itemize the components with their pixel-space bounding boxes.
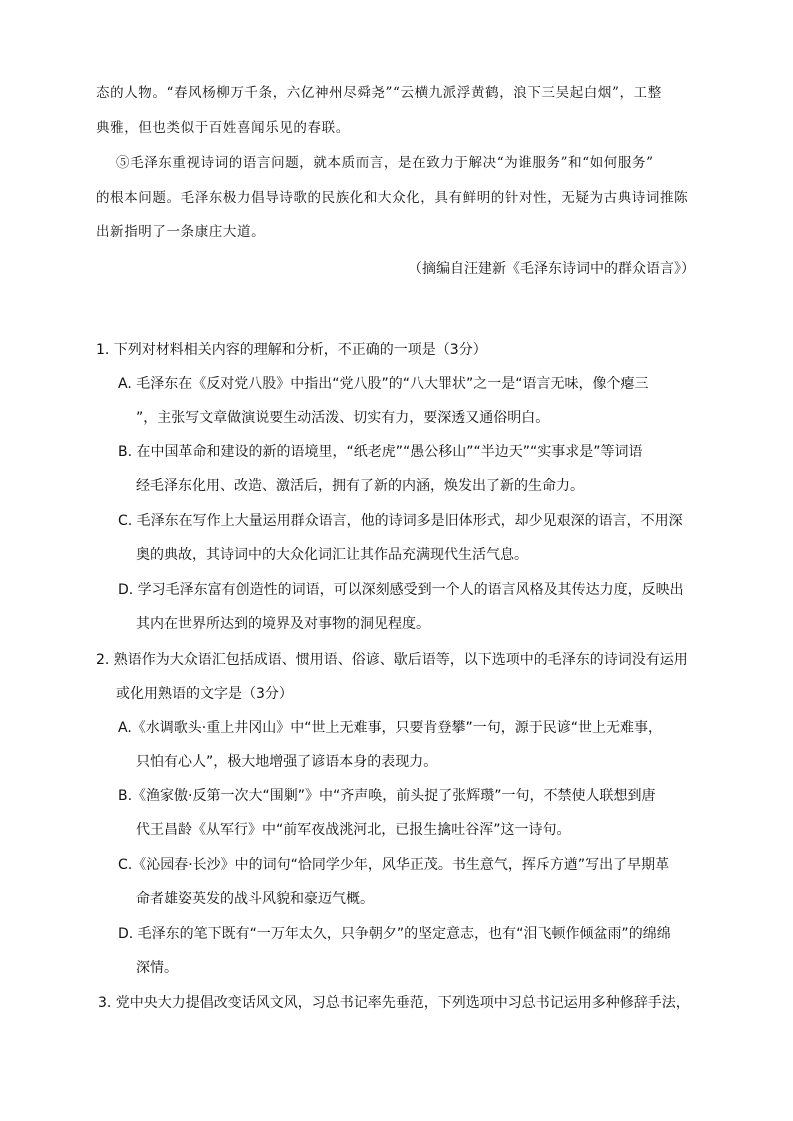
question-2-option-a-line-2: 只怕有心人”，极大地增强了谚语本身的表现力。 [136, 754, 438, 770]
passage-line-1: 态的人物。“春风杨柳万千条，六亿神州尽舜尧”“云横九派浮黄鹤，浪下三吴起白烟”，工整 [96, 85, 662, 101]
question-1-option-d-line-2: 其内在世界所达到的境界及对事物的洞见程度。 [136, 616, 430, 632]
passage-line-4: 的根本问题。毛泽东极力倡导诗歌的民族化和大众化，具有鲜明的针对性，无疑为古典诗词推陈 [96, 190, 689, 206]
question-1-stem: 1. 下列对材料相关内容的理解和分析，不正确的一项是（3分） [96, 342, 487, 358]
question-1-option-b-line-2: 经毛泽东化用、改造、激活后，拥有了新的内涵，焕发出了新的生命力。 [136, 478, 584, 494]
passage-source: （摘编自汪建新《毛泽东诗词中的群众语言》） [408, 261, 695, 277]
question-2-option-b-line-2: 代王昌龄《从军行》中“前军夜战洮河北，已报生擒吐谷浑”这一诗句。 [136, 822, 571, 838]
passage-line-3: ⑤毛泽东重视诗词的语言问题，就本质而言，是在致力于解决“为谁服务”和“如何服务” [116, 155, 654, 171]
question-1-option-c-line-2: 奥的典故，其诗词中的大众化词汇让其作品充满现代生活气息。 [136, 547, 528, 563]
passage-line-5: 出新指明了一条康庄大道。 [96, 224, 266, 240]
question-2-stem-line-2: 或化用熟语的文字是（3分） [116, 686, 293, 702]
question-1-option-b-line-1: B. 在中国革命和建设的新的语境里，“纸老虎”“愚公移山”“半边天”“实事求是”等词语 [118, 444, 643, 460]
question-1-option-c-line-1: C. 毛泽东在写作上大量运用群众语言，他的诗词多是旧体形式，却少见艰深的语言，不用深 [118, 513, 683, 529]
question-1-option-a-line-1: A. 毛泽东在《反对党八股》中指出“党八股”的“八大罪状”之一是“语言无味，像个瘪三 [118, 376, 649, 392]
passage-line-2: 典雅，但也类似于百姓喜闻乐见的春联。 [96, 120, 350, 136]
question-3-stem: 3. 党中央大力提倡改变话风文风，习总书记率先垂范，下列选项中习总书记运用多种修辞手法， [98, 995, 690, 1011]
question-2-option-c-line-1: C.《沁园春·长沙》中的词句“恰同学少年，风华正茂。书生意气，挥斥方遒”写出了早期革 [118, 857, 670, 873]
question-1-option-a-line-2: ”，主张写文章做演说要生动活泼、切实有力，要深透又通俗明白。 [136, 410, 550, 426]
question-2-option-d-line-2: 深情。 [136, 960, 178, 976]
question-2-option-a-line-1: A.《水调歌头·重上井冈山》中“世上无难事，只要肯登攀”一句，源于民谚“世上无难事， [118, 720, 662, 736]
question-1-option-d-line-1: D. 学习毛泽东富有创造性的词语，可以深刻感受到一个人的语言风格及其传达力度，反映出 [118, 582, 684, 598]
question-2-option-c-line-2: 命者雄姿英发的战斗风貌和豪迈气概。 [136, 891, 374, 907]
question-2-option-b-line-1: B.《渔家傲·反第一次大“围剿”》中“齐声唤，前头捉了张辉瓒”一句，不禁使人联想到唐 [118, 788, 656, 804]
question-2-option-d-line-1: D. 毛泽东的笔下既有“一万年太久，只争朝夕”的坚定意志，也有“泪飞顿作倾盆雨”的绵绵 [118, 926, 671, 942]
question-2-stem-line-1: 2. 熟语作为大众语汇包括成语、惯用语、俗谚、歇后语等，以下选项中的毛泽东的诗词没有运用 [96, 652, 688, 668]
